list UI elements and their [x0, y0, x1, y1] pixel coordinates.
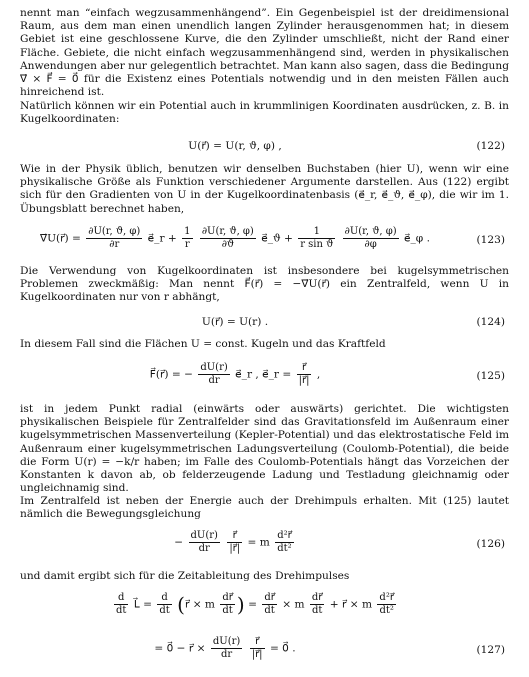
equation-126-minus: −: [174, 536, 184, 549]
equation-number-123: (123): [476, 234, 505, 246]
plus-term: + r⃗ × m: [329, 598, 373, 611]
equation-127b-end: = 0⃗ .: [269, 642, 296, 655]
paragraph-curvilinear-intro: Natürlich können wir ein Potential auch in krummlinigen Koordinaten ausdrücken, z. B. in Kugelkoordinaten:: [20, 100, 509, 126]
equation-127b-pre: = 0⃗ − r⃗ ×: [154, 642, 206, 655]
equation-127b-body: [10, 636, 440, 661]
fraction-d2r-dt2: $\frac{\text{d²r⃗}}{\text{dt²}}$: [379, 592, 394, 616]
cross-term: × m: [282, 598, 305, 611]
equation-127-line2: [20, 636, 509, 666]
fraction-one-over-r-sin: $\frac{1}{\text{r sin ϑ}}$: [300, 226, 334, 250]
equation-125-end: ,: [316, 368, 321, 381]
paragraph-spheres: In diesem Fall sind die Flächen U = const. Kugeln und das Kraftfeld: [20, 338, 386, 350]
fraction-acceleration: $\frac{\text{d²r⃗}}{\text{dt²}}$: [277, 530, 292, 554]
equation-123-lhs: ∇⃗U(r⃗) =: [40, 232, 81, 245]
fraction-d-dt-1: $\frac{d}{dt}$: [116, 592, 127, 616]
equation-127a-body: [40, 592, 470, 617]
angular-momentum-term: L⃗ =: [133, 598, 152, 611]
equation-125-mid: e⃗_r , e⃗_r =: [235, 368, 292, 381]
paragraph-time-derivative: und damit ergibt sich für die Zeitableitung des Drehimpulses: [20, 570, 350, 582]
equation-125: [20, 362, 509, 392]
equation-126-body: [20, 530, 450, 555]
equation-124-body: U(r⃗) = U(r) .: [201, 316, 269, 328]
equation-123-body: [20, 226, 450, 251]
equation-125-lhs: F⃗(r⃗) = −: [149, 368, 193, 381]
fraction-unit-vector-126: $\frac{r⃗}{|r⃗|}$: [229, 530, 241, 554]
fraction-dU-dtheta: $\frac{\partial U(r, ϑ, \varphi)}{\partial ϑ}$: [201, 226, 254, 250]
equation-126: [20, 530, 509, 560]
paragraph-potential-condition: nennt man “einfach wegzusammenhängend”. Ein Gegenbeispiel ist der dreidimensional Raum, aus dem man einen unendlich langen Zylinder herausgenommen hat; in diesem Gebiet ist eine geschlossene Kurve, die den Zylinder umschließt, nicht der Rand einer Fläche. Gebiete, die nicht einfach wegzusammenhängend sind, werden in physikalischen Anwendungen aber nur gelegentlich betrachtet. Man kann also sagen, dass die Bedingung ∇⃗ × F⃗ = 0⃗ für die Existenz eines Potentials notwendig und in den meisten Fällen auch hinreichend ist.: [20, 7, 509, 99]
fraction-dU-dr: $\frac{\partial U(r, ϑ, \varphi)}{\partial r}$: [88, 226, 141, 250]
basis-vector-theta: e⃗_ϑ +: [261, 232, 293, 245]
fraction-dr-dt-2: $\frac{dr⃗}{dt}$: [264, 592, 275, 616]
equals-sign: =: [248, 598, 257, 611]
fraction-one-over-r: $\frac{1}{r}$: [184, 226, 191, 250]
equation-123: [20, 226, 509, 256]
fraction-dU-dr-127: $\frac{dU(r)}{dr}$: [212, 636, 241, 660]
fraction-unit-vector: $\frac{r⃗}{|r⃗|}$: [298, 362, 310, 386]
equation-number-127: (127): [476, 644, 505, 656]
equation-127-line1: [20, 592, 509, 626]
equation-number-126: (126): [476, 538, 505, 550]
paren-close: ): [236, 592, 245, 617]
basis-vector-phi: e⃗_φ .: [403, 232, 430, 245]
fraction-unit-vector-127: $\frac{r⃗}{|r⃗|}$: [251, 636, 263, 660]
equation-122: [20, 140, 509, 154]
paragraph-gradient-intro: Wie in der Physik üblich, benutzen wir denselben Buchstaben (hier U), wenn wir eine physikalische Größe als Funktion verschiedener Argumente darstellen. Aus (122) ergibt sich für den Gradienten von U in der Kugelkoordinatenbasis (e⃗_r, e⃗_ϑ, e⃗_φ), die wir im 1. Übungsblatt berechnet haben,: [20, 163, 509, 215]
fraction-dU-dr-125: $\frac{dU(r)}{dr}$: [200, 362, 228, 386]
fraction-dU-dphi: $\frac{\partial U(r, ϑ, \varphi)}{\partial\varphi}$: [344, 226, 397, 250]
inner-term: r⃗ × m: [184, 598, 215, 611]
equation-number-125: (125): [476, 370, 505, 382]
equation-124: [20, 316, 509, 330]
fraction-d-dt-2: $\frac{d}{dt}$: [159, 592, 170, 616]
paragraph-central-field: Die Verwendung von Kugelkoordinaten ist insbesondere bei kugelsymmetrischen Problemen zweckmäßig: Man nennt F⃗(r⃗) = −∇⃗U(r⃗) ein Zentralfeld, wenn U in Kugelkoordinaten nur von r abhängt,: [20, 265, 509, 304]
fraction-dr-dt-1: $\frac{dr⃗}{dt}$: [222, 592, 233, 616]
paren-open: (: [177, 592, 185, 617]
paragraph-examples: ist in jedem Punkt radial (einwärts oder auswärts) gerichtet. Die wichtigsten physikalischen Beispiele für Zentralfelder sind das Gravitationsfeld im Außenraum einer kugelsymmetrischen Massenverteilung (Kepler-Potential) und das elektrostatische Feld im Außenraum einer kugelsymmetrischen Ladungsverteilung (Coulomb-Potential), die beide die Form U(r) = −k/r haben; im Falle des Coulomb-Potentials hängt das Vorzeichen der Konstanten k davon ab, ob felderzeugende Ladung und Testladung gleichnamig oder ungleichnamig sind.: [20, 403, 509, 495]
basis-vector-r: e⃗_r +: [147, 232, 177, 245]
equation-125-body: [20, 362, 450, 387]
equation-number-122: (122): [476, 140, 505, 152]
equation-126-mid: = m: [247, 536, 270, 549]
equation-122-body: U(r⃗) = U(r, ϑ, φ) ,: [188, 140, 282, 152]
paragraph-angular-momentum: Im Zentralfeld ist neben der Energie auch der Drehimpuls erhalten. Mit (125) lautet nämlich die Bewegungsgleichung: [20, 495, 509, 521]
fraction-dU-dr-126: $\frac{dU(r)}{dr}$: [190, 530, 218, 554]
fraction-dr-dt-3: $\frac{dr⃗}{dt}$: [311, 592, 323, 616]
equation-number-124: (124): [476, 316, 505, 328]
